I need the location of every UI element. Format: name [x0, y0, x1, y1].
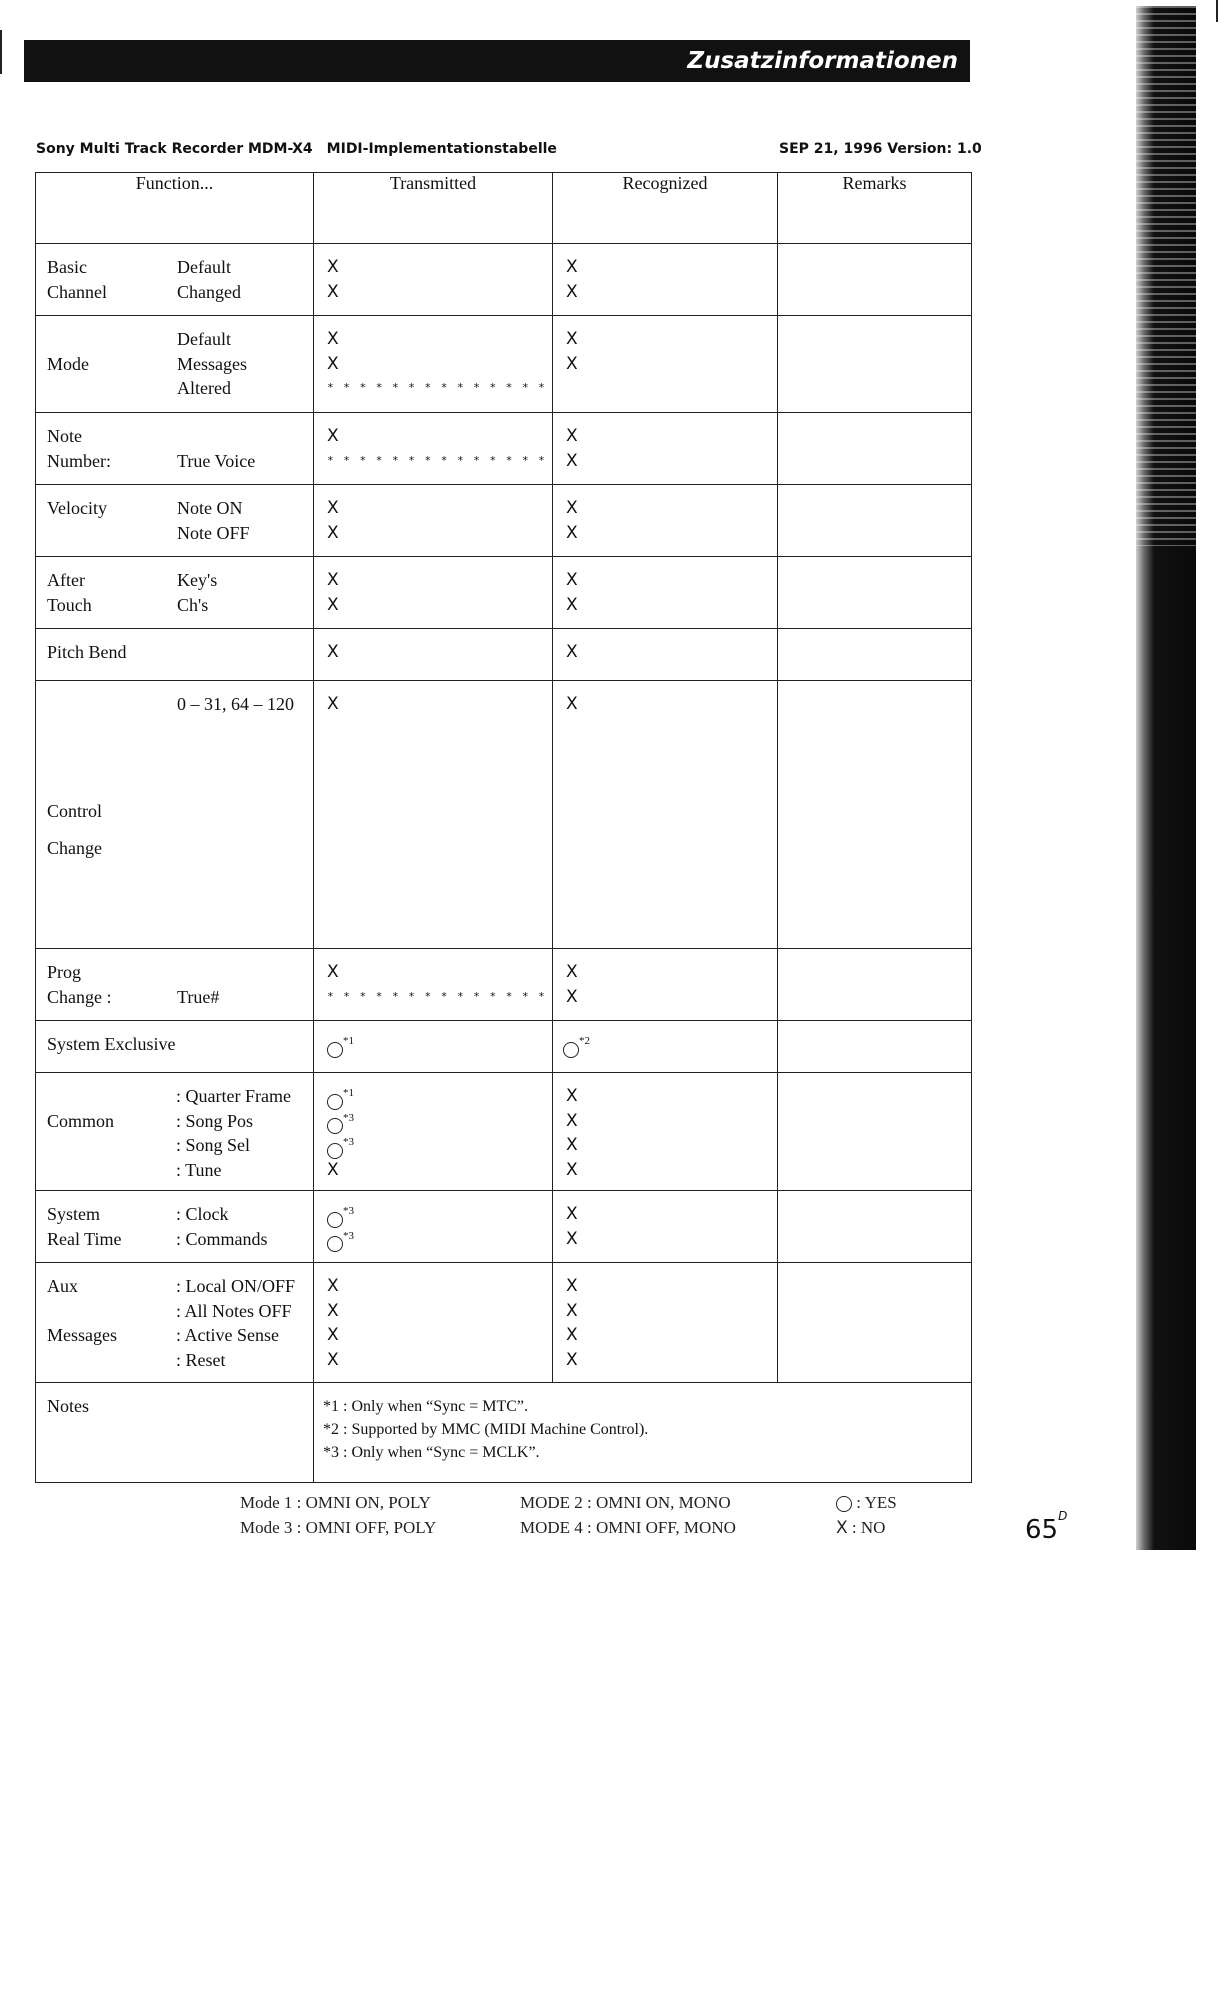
recognized-value: X [566, 522, 578, 543]
sub-label: Note ON [177, 498, 243, 518]
sub-label: Key's [177, 570, 218, 590]
remarks-cell [778, 557, 972, 629]
recognized-value: X [566, 570, 578, 590]
function-label: Real Time [47, 1228, 122, 1249]
no-x-icon: X [836, 1518, 848, 1538]
transmitted-value: X [327, 570, 339, 590]
function-label: Velocity [47, 498, 107, 518]
yes-circle-icon [563, 1042, 579, 1058]
date-version: SEP 21, 1996 Version: 1.0 [779, 141, 982, 157]
sub-label: Ch's [177, 594, 209, 615]
footnote-ref: *3 [343, 1205, 354, 1217]
footnote-line: *3 : Only when “Sync = MCLK”. [323, 1444, 540, 1461]
sub-label: True Voice [177, 450, 256, 471]
function-label: Messages [47, 1325, 117, 1345]
function-label: Control [47, 801, 103, 821]
recognized-value: X [566, 1204, 578, 1224]
function-label: Prog [47, 962, 82, 982]
function-label: Touch [47, 594, 92, 615]
not-applicable-stars: * * * * * * * * * * * * * * [327, 381, 547, 394]
recognized-value: X [566, 594, 578, 615]
function-label: Number: [47, 450, 111, 471]
yes-circle-icon [836, 1496, 852, 1512]
sub-label: Default [177, 329, 231, 349]
legend-yes: : YES [856, 1493, 897, 1512]
recognized-value: X [566, 642, 578, 662]
sub-label: Altered [177, 378, 231, 398]
table-row-aux-messages [36, 1263, 972, 1383]
header-transmitted: Transmitted [314, 173, 553, 244]
function-label: After [47, 570, 85, 590]
table-header-row [36, 173, 972, 244]
footnote-ref: *3 [343, 1111, 354, 1124]
header-function: Function... [36, 173, 314, 244]
footnote-ref: *1 [343, 1035, 354, 1047]
recognized-value: X [566, 1349, 578, 1370]
yes-circle-icon [327, 1042, 343, 1058]
sub-label: : Tune [176, 1159, 222, 1180]
sub-label: : Song Pos [176, 1110, 254, 1131]
yes-circle-icon [327, 1236, 343, 1252]
function-label: Notes [47, 1396, 89, 1416]
crop-mark [0, 30, 2, 74]
function-label: Common [47, 1110, 115, 1131]
recognized-value: X [566, 1325, 578, 1345]
recognized-value: X [566, 694, 578, 714]
remarks-cell [778, 1021, 972, 1073]
table-row-mode [36, 316, 972, 413]
recognized-value: X [566, 1159, 578, 1180]
function-label: Change [47, 838, 102, 858]
page-edge-shadow [1136, 6, 1196, 1550]
table-row-notes [36, 1383, 972, 1483]
mode-legend-right [520, 1490, 736, 1540]
transmitted-value: X [327, 1325, 339, 1345]
table-row-velocity [36, 485, 972, 557]
table-name: MIDI-Implementationstabelle [326, 141, 557, 157]
transmitted-value: X [327, 1300, 339, 1321]
footnote-line: *2 : Supported by MMC (MIDI Machine Control). [323, 1421, 649, 1438]
not-applicable-stars: * * * * * * * * * * * * * * [327, 989, 547, 1003]
recognized-value: X [566, 1135, 578, 1155]
recognized-value: X [566, 1110, 578, 1131]
page-number [1025, 1509, 1068, 1545]
transmitted-value: X [327, 694, 339, 714]
transmitted-value: X [327, 498, 339, 518]
recognized-value: X [566, 986, 578, 1007]
remarks-cell [778, 316, 972, 413]
footnote-ref: *1 [343, 1087, 354, 1099]
remarks-cell [778, 1263, 972, 1383]
transmitted-value: X [327, 522, 339, 543]
function-label: Pitch Bend [47, 642, 127, 662]
remarks-cell [778, 485, 972, 557]
yes-circle-icon [327, 1212, 343, 1228]
sub-label: True# [177, 986, 220, 1007]
sub-label: : All Notes OFF [176, 1300, 292, 1321]
legend-mode-2: MODE 2 : OMNI ON, MONO [520, 1493, 731, 1512]
midi-implementation-table [35, 172, 972, 1483]
sub-label: : Quarter Frame [176, 1086, 291, 1106]
function-label: Channel [47, 281, 107, 302]
sub-label: : Local ON/OFF [176, 1276, 295, 1296]
remarks-cell [778, 413, 972, 485]
transmitted-value: X [327, 257, 339, 277]
sub-label: Messages [177, 353, 247, 374]
remarks-cell [778, 244, 972, 316]
table-row-system-exclusive [36, 1021, 972, 1073]
transmitted-value: X [327, 1349, 339, 1370]
function-label: Aux [47, 1276, 78, 1296]
mode-legend-left [240, 1490, 436, 1540]
recognized-value: X [566, 1086, 578, 1106]
section-header: Zusatzinformationen [24, 40, 970, 82]
sub-label: Changed [177, 281, 241, 302]
recognized-value: X [566, 1228, 578, 1249]
remarks-cell [778, 1073, 972, 1191]
transmitted-value: X [327, 353, 339, 374]
function-label: System Exclusive [47, 1034, 176, 1054]
function-label: Mode [47, 353, 89, 374]
page-language-suffix: D [1058, 1509, 1068, 1524]
footnote-ref: *3 [343, 1136, 354, 1148]
transmitted-value: X [327, 426, 339, 446]
header-remarks: Remarks [778, 173, 972, 244]
table-row-program-change [36, 949, 972, 1021]
function-label: Change : [47, 986, 112, 1007]
sub-label: : Commands [176, 1228, 268, 1249]
function-label: System [47, 1204, 101, 1224]
table-row-common [36, 1073, 972, 1191]
footnote-line: *1 : Only when “Sync = MTC”. [323, 1398, 528, 1415]
sub-label: : Clock [176, 1204, 229, 1224]
legend-no: : NO [851, 1518, 886, 1537]
recognized-value: X [566, 426, 578, 446]
transmitted-value: X [327, 1159, 339, 1180]
yes-circle-icon [327, 1094, 343, 1110]
transmitted-value: X [327, 594, 339, 615]
function-label: Basic [47, 257, 87, 277]
device-name: Sony Multi Track Recorder MDM-X4 [36, 141, 313, 157]
yes-circle-icon [327, 1118, 343, 1134]
yes-circle-icon [327, 1143, 343, 1159]
table-row-pitch-bend [36, 629, 972, 681]
recognized-value: X [566, 257, 578, 277]
remarks-cell [778, 629, 972, 681]
table-row-after-touch [36, 557, 972, 629]
sub-label: 0 – 31, 64 – 120 [177, 694, 294, 714]
page-number-value: 65 [1025, 1515, 1059, 1545]
recognized-value: X [566, 1300, 578, 1321]
recognized-value: X [566, 353, 578, 374]
recognized-value: X [566, 1276, 578, 1296]
not-applicable-stars: * * * * * * * * * * * * * * [327, 453, 547, 467]
recognized-value: X [566, 498, 578, 518]
legend-mode-3: Mode 3 : OMNI OFF, POLY [240, 1518, 437, 1537]
sub-label: : Song Sel [176, 1135, 251, 1155]
table-row-note-number [36, 413, 972, 485]
sub-label: : Active Sense [176, 1325, 279, 1345]
sub-label: : Reset [176, 1349, 226, 1370]
header-recognized: Recognized [553, 173, 778, 244]
transmitted-value: X [327, 642, 339, 662]
recognized-value: X [566, 962, 578, 982]
legend-mode-1: Mode 1 : OMNI ON, POLY [240, 1493, 431, 1512]
table-row-basic-channel [36, 244, 972, 316]
function-label: Note [47, 426, 82, 446]
footnote-ref: *3 [343, 1229, 354, 1242]
legend-mode-4: MODE 4 : OMNI OFF, MONO [520, 1518, 736, 1537]
footnote-ref: *2 [579, 1035, 590, 1047]
table-row-system-real-time [36, 1191, 972, 1263]
recognized-value: X [566, 329, 578, 349]
transmitted-value: X [327, 1276, 339, 1296]
transmitted-value: X [327, 329, 339, 349]
remarks-cell [778, 681, 972, 949]
sub-label: Note OFF [177, 522, 250, 543]
table-row-control-change [36, 681, 972, 949]
crop-mark [1216, 0, 1218, 22]
symbol-legend [836, 1490, 897, 1540]
sub-label: Default [177, 257, 231, 277]
recognized-value: X [566, 281, 578, 302]
transmitted-value: X [327, 281, 339, 302]
remarks-cell [778, 1191, 972, 1263]
recognized-value: X [566, 450, 578, 471]
remarks-cell [778, 949, 972, 1021]
transmitted-value: X [327, 962, 339, 982]
document-title [36, 141, 557, 157]
